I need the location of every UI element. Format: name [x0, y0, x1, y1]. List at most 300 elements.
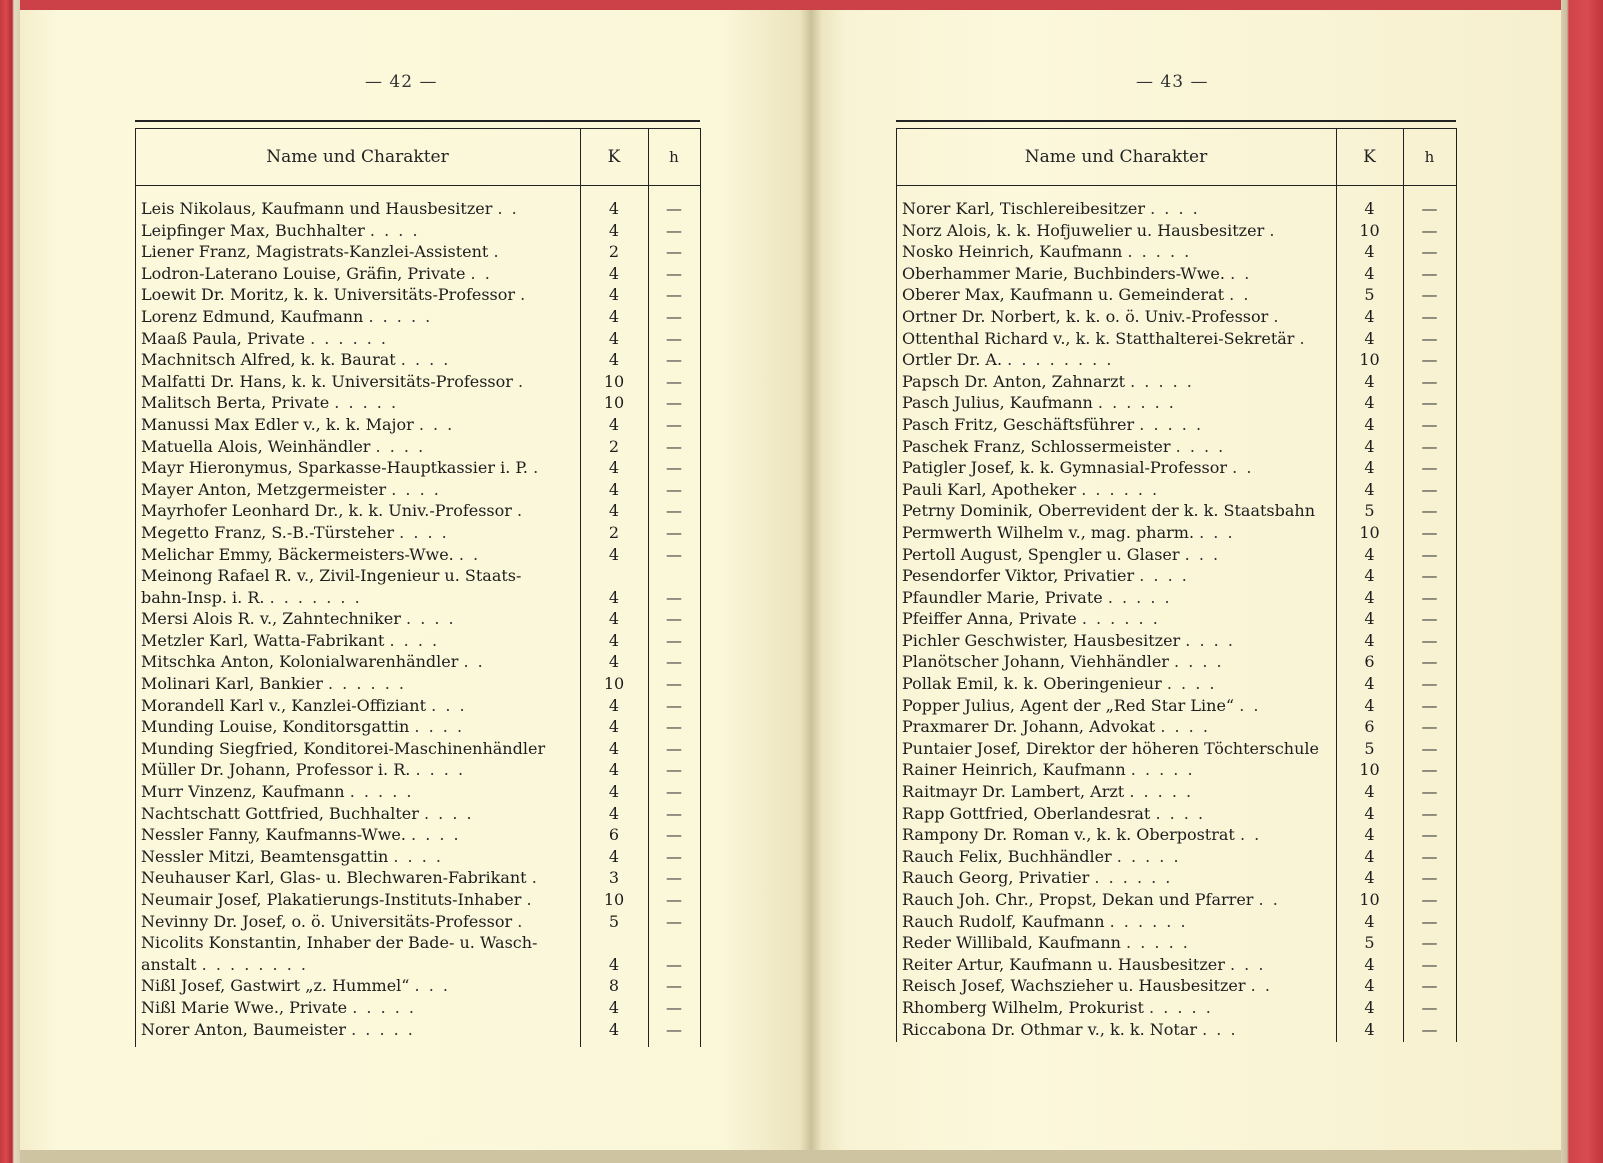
- entry-kronen: 4: [608, 630, 620, 650]
- leader-dots: . .: [1229, 285, 1251, 305]
- leader-dots: . . . .: [1139, 566, 1189, 586]
- table-row: [896, 695, 1456, 717]
- entry-name: [902, 328, 1307, 350]
- table-row: [896, 867, 1456, 889]
- entry-heller: —: [1421, 306, 1438, 326]
- entry-name: [902, 673, 1216, 695]
- entry-kronen: 2: [608, 522, 620, 542]
- entry-name: [902, 392, 1176, 414]
- entry-name-text: Nicolits Konstantin, Inhaber der Bade- u. Wasch-: [141, 933, 538, 953]
- entry-name-text: Rhomberg Wilhelm, Prokurist: [902, 997, 1144, 1017]
- table-row: [896, 651, 1456, 673]
- entry-name-text: Nachtschatt Gottfried, Buchhalter: [141, 803, 419, 823]
- entry-kronen: 4: [1364, 436, 1375, 456]
- table-row: [896, 673, 1456, 695]
- entry-name: [141, 306, 432, 328]
- entry-kronen: 2: [608, 436, 620, 456]
- entry-kronen: 10: [603, 393, 625, 413]
- entry-kronen: 4: [608, 803, 620, 823]
- entry-kronen: 5: [1364, 933, 1375, 953]
- entry-name: [902, 824, 1261, 846]
- entry-name-text: Permwerth Wilhelm v., mag. pharm.: [902, 522, 1195, 542]
- entry-kronen: 4: [1364, 674, 1375, 694]
- table-right-border: [1456, 128, 1457, 1042]
- entry-name: [902, 630, 1235, 652]
- entry-kronen: 4: [1364, 846, 1375, 866]
- entry-heller: —: [1421, 350, 1438, 370]
- entry-name: [902, 565, 1189, 587]
- entry-name-text: Munding Siegfried, Konditorei-Maschinenhändler: [141, 738, 546, 758]
- member-table: [135, 120, 700, 1047]
- entry-name: [902, 608, 1160, 630]
- entry-name-text: Metzler Karl, Watta-Fabrikant: [141, 630, 385, 650]
- table-row: [135, 651, 700, 673]
- entry-name: [902, 587, 1172, 609]
- leader-dots: . . . .: [393, 846, 443, 866]
- table-row: [135, 522, 700, 544]
- entry-name: [141, 544, 480, 566]
- leader-dots: . . . . . .: [1097, 393, 1176, 413]
- table-row: [896, 457, 1456, 479]
- table-row: [135, 738, 700, 760]
- leader-dots: . . .: [414, 976, 450, 996]
- table-row: [135, 1019, 700, 1041]
- entry-name-text: Neuhauser Karl, Glas- u. Blechwaren-Fabrikant: [141, 868, 527, 888]
- entry-name: [141, 911, 524, 933]
- entry-name: [141, 759, 465, 781]
- entry-kronen: 4: [1364, 199, 1375, 218]
- entry-name: [902, 954, 1265, 976]
- entry-heller: —: [1421, 436, 1438, 456]
- entry-name-text: Lorenz Edmund, Kaufmann: [141, 306, 364, 326]
- leader-dots: . . . . . .: [328, 674, 406, 694]
- entry-kronen: 10: [1359, 350, 1380, 370]
- table-row: [896, 824, 1456, 846]
- entry-heller: —: [1421, 609, 1438, 629]
- entry-heller: —: [666, 911, 682, 931]
- table-row: [135, 328, 700, 350]
- entry-name-text: Liener Franz, Magistrats-Kanzlei-Assistent: [141, 242, 489, 262]
- entry-heller: —: [1421, 501, 1438, 521]
- entry-name-text: Papsch Dr. Anton, Zahnarzt: [902, 371, 1125, 391]
- entry-kronen: 4: [1364, 393, 1375, 413]
- right-page: [811, 10, 1561, 1150]
- entry-kronen: 4: [608, 782, 620, 802]
- entry-name: [902, 241, 1191, 263]
- leader-dots: . . . . .: [1149, 997, 1213, 1017]
- table-header: [896, 128, 1456, 186]
- entry-name-text: Munding Louise, Konditorsgattin: [141, 717, 410, 737]
- entry-kronen: 6: [608, 825, 620, 845]
- entry-kronen: 4: [608, 414, 620, 434]
- entry-kronen: 3: [608, 868, 620, 888]
- table-row: [135, 220, 700, 242]
- entry-heller: —: [1421, 976, 1438, 996]
- entry-heller: —: [666, 371, 682, 391]
- leader-dots: . . . . .: [352, 997, 416, 1017]
- entry-heller: —: [1421, 846, 1438, 866]
- leader-dots: . . . .: [375, 436, 426, 456]
- entry-name: [902, 436, 1225, 458]
- entry-heller: —: [666, 630, 682, 650]
- entry-name: [902, 889, 1280, 911]
- table-row: [896, 911, 1456, 933]
- entry-heller: —: [1421, 242, 1438, 262]
- entry-name-text: Lodron-Laterano Louise, Gräfin, Private: [141, 263, 466, 283]
- entry-name: [902, 349, 1113, 371]
- table-row: [135, 889, 700, 911]
- entry-name-text: Megetto Franz, S.-B.-Türsteher: [141, 522, 395, 542]
- table-row: [896, 738, 1456, 760]
- leader-dots: . . .: [431, 695, 467, 715]
- entry-name-text: Mayrhofer Leonhard Dr., k. k. Univ.-Professor: [141, 501, 512, 521]
- book-cover-top-edge: [0, 0, 1603, 10]
- entry-kronen: 4: [1364, 803, 1375, 823]
- entry-heller: —: [1421, 544, 1438, 564]
- entry-name-text: Planötscher Johann, Viehhändler: [902, 652, 1169, 672]
- entry-name: [902, 457, 1253, 479]
- entry-heller: —: [666, 285, 682, 305]
- entry-kronen: 4: [1364, 695, 1375, 715]
- entry-kronen: 4: [1364, 242, 1375, 262]
- leader-dots: . . . . .: [1116, 846, 1181, 866]
- entry-name-text: Ottenthal Richard v., k. k. Statthalterei-Sekretär: [902, 328, 1295, 348]
- entry-kronen: 4: [608, 717, 620, 737]
- entry-heller: —: [1421, 695, 1438, 715]
- entry-heller: —: [1421, 760, 1438, 780]
- entry-heller: —: [666, 350, 682, 370]
- entry-kronen: 4: [1364, 306, 1375, 326]
- table-row: [896, 889, 1456, 911]
- entry-name: [902, 1019, 1238, 1041]
- entry-name: [141, 349, 450, 371]
- leader-dots: . . . .: [1174, 652, 1224, 672]
- entry-kronen: 10: [603, 674, 625, 694]
- entry-name: [141, 220, 420, 242]
- entry-name: [902, 414, 1203, 436]
- entry-kronen: 4: [1364, 976, 1375, 996]
- leader-dots: . .: [1232, 458, 1254, 478]
- entry-name: [141, 824, 461, 846]
- entry-kronen: 6: [1364, 652, 1375, 672]
- entry-kronen: 10: [603, 371, 625, 391]
- entry-name: [141, 457, 540, 479]
- entry-kronen: 4: [608, 199, 620, 218]
- leader-dots: . .: [463, 652, 485, 672]
- entry-name: [141, 608, 456, 630]
- entry-kronen: 4: [608, 997, 620, 1017]
- table-row: [896, 1019, 1456, 1041]
- table-row: [896, 436, 1456, 458]
- table-row: [135, 716, 700, 738]
- entry-name-text: Pfaundler Marie, Private: [902, 587, 1103, 607]
- entry-name: [141, 241, 501, 263]
- table-row: [896, 414, 1456, 436]
- entry-name: [141, 716, 464, 738]
- leader-dots: .: [493, 242, 501, 262]
- table-row: [135, 241, 700, 263]
- entry-heller: —: [666, 263, 682, 283]
- entry-heller: —: [666, 717, 682, 737]
- entry-name: [902, 803, 1205, 825]
- entry-name-text: Mayr Hieronymus, Sparkasse-Hauptkassier i. P.: [141, 458, 528, 478]
- table-row: [135, 608, 700, 630]
- leader-dots: .: [1269, 220, 1277, 240]
- entry-name-text: bahn-Insp. i. R.: [141, 587, 265, 607]
- entry-heller: —: [1421, 566, 1438, 586]
- leader-dots: . . . . . . . .: [1007, 350, 1114, 370]
- entry-kronen: 5: [608, 911, 620, 931]
- entry-kronen: 4: [608, 738, 620, 758]
- entry-heller: —: [666, 458, 682, 478]
- table-row: [135, 911, 700, 933]
- leader-dots: . . . . . .: [1081, 479, 1160, 499]
- entry-name: [902, 781, 1193, 803]
- entry-name: [141, 414, 454, 436]
- entry-heller: —: [1421, 479, 1438, 499]
- table-row: [135, 975, 700, 997]
- table-row: [135, 392, 700, 414]
- table-row: [896, 932, 1456, 954]
- entry-heller: —: [666, 242, 682, 262]
- entry-name-text: Machnitsch Alfred, k. k. Baurat: [141, 350, 396, 370]
- entry-name: [902, 500, 1315, 522]
- table-row: [135, 436, 700, 458]
- entry-name-text: Ortner Dr. Norbert, k. k. o. ö. Univ.-Professor: [902, 306, 1269, 326]
- table-row: [135, 781, 700, 803]
- entry-name-text: Murr Vinzenz, Kaufmann: [141, 782, 345, 802]
- leader-dots: .: [533, 458, 541, 478]
- book-gutter: [800, 10, 822, 1150]
- entry-name-text: Norer Anton, Baumeister: [141, 1019, 346, 1039]
- leader-dots: . . . .: [369, 220, 420, 240]
- entry-kronen: 8: [608, 976, 620, 996]
- table-body: [896, 198, 1456, 1040]
- entry-name-text: Nevinny Dr. Josef, o. ö. Universitäts-Professor: [141, 911, 513, 931]
- entry-heller: —: [1421, 803, 1438, 823]
- entry-kronen: 4: [608, 328, 620, 348]
- leader-dots: . . . .: [1185, 630, 1235, 650]
- entry-kronen: 4: [608, 695, 620, 715]
- entry-kronen: 4: [608, 458, 620, 478]
- table-row: [135, 587, 700, 609]
- entry-heller: —: [666, 997, 682, 1017]
- entry-name-text: Mitschka Anton, Kolonialwarenhändler: [141, 652, 459, 672]
- page-number: — 42 —: [365, 72, 438, 92]
- leader-dots: . .: [1258, 890, 1280, 909]
- entry-name: [141, 630, 439, 652]
- entry-name-text: Pertoll August, Spengler u. Glaser: [902, 544, 1180, 564]
- leader-dots: . . . .: [399, 522, 449, 542]
- leader-dots: . . . .: [389, 630, 440, 650]
- entry-name-text: Norer Karl, Tischlereibesitzer: [902, 199, 1146, 218]
- leader-dots: . .: [1250, 976, 1272, 996]
- table-row: [896, 587, 1456, 609]
- entry-heller: —: [1421, 414, 1438, 434]
- entry-heller: —: [1421, 911, 1438, 931]
- leader-dots: . . . . .: [1129, 782, 1194, 802]
- entry-name-text: Popper Julius, Agent der „Red Star Line“: [902, 695, 1235, 715]
- entry-name: [141, 565, 521, 587]
- entry-heller: —: [666, 522, 682, 542]
- leader-dots: . . .: [1184, 544, 1221, 564]
- entry-name: [902, 306, 1280, 328]
- entry-name: [902, 522, 1235, 544]
- entry-heller: —: [666, 393, 682, 413]
- entry-name-text: Meinong Rafael R. v., Zivil-Ingenieur u. Staats-: [141, 566, 522, 586]
- entry-name-text: Matuella Alois, Weinhändler: [141, 436, 371, 456]
- entry-name-text: Rauch Rudolf, Kaufmann: [902, 911, 1105, 931]
- entry-heller: —: [666, 587, 682, 607]
- table-row: [896, 997, 1456, 1019]
- entry-name-text: Patigler Josef, k. k. Gymnasial-Professor: [902, 458, 1228, 478]
- leader-dots: .: [1299, 328, 1307, 348]
- column-header-k: K: [1363, 147, 1376, 167]
- leader-dots: . . . .: [415, 760, 466, 780]
- table-row: [135, 457, 700, 479]
- entry-kronen: 4: [1364, 782, 1375, 802]
- entry-kronen: 4: [608, 285, 620, 305]
- table-row: [896, 371, 1456, 393]
- entry-name: [141, 651, 485, 673]
- entry-name: [902, 220, 1276, 242]
- entry-name: [141, 328, 388, 350]
- table-row: [896, 846, 1456, 868]
- entry-name: [141, 284, 527, 306]
- entry-name: [902, 997, 1213, 1019]
- entry-name-text: Melichar Emmy, Bäckermeisters-Wwe.: [141, 544, 454, 564]
- table-row: [896, 198, 1456, 220]
- entry-heller: —: [1421, 220, 1438, 240]
- entry-name: [902, 263, 1251, 285]
- entry-heller: —: [666, 782, 682, 802]
- entry-kronen: 4: [1364, 263, 1375, 283]
- entry-name: [902, 716, 1210, 738]
- entry-heller: —: [666, 220, 682, 240]
- leader-dots: . . . .: [1166, 674, 1217, 694]
- entry-name-text: anstalt: [141, 954, 197, 974]
- table-row: [896, 392, 1456, 414]
- entry-heller: —: [666, 436, 682, 456]
- entry-name: [902, 198, 1200, 220]
- table-row: [135, 867, 700, 889]
- table-row: [896, 241, 1456, 263]
- entry-heller: —: [1421, 890, 1438, 909]
- entry-name: [141, 1019, 415, 1041]
- entry-kronen: 4: [1364, 566, 1375, 586]
- leader-dots: . .: [470, 263, 492, 283]
- table-row: [896, 544, 1456, 566]
- entry-heller: —: [666, 760, 682, 780]
- entry-kronen: 4: [608, 760, 620, 780]
- entry-heller: —: [666, 868, 682, 888]
- entry-heller: —: [1421, 954, 1438, 974]
- entry-name-text: Rauch Georg, Privatier: [902, 868, 1090, 888]
- leader-dots: . . . . .: [349, 782, 414, 802]
- entry-name: [902, 975, 1272, 997]
- entry-heller: —: [1421, 825, 1438, 845]
- entry-kronen: 4: [608, 479, 620, 499]
- entry-heller: —: [666, 695, 682, 715]
- entry-name-text: Pfeiffer Anna, Private: [902, 609, 1077, 629]
- entry-name: [141, 522, 449, 544]
- column-header-name: Name und Charakter: [1024, 147, 1208, 167]
- table-body: [135, 198, 700, 1040]
- leader-dots: . . .: [1202, 1019, 1238, 1039]
- entry-name-text: Reisch Josef, Wachszieher u. Hausbesitzer: [902, 976, 1246, 996]
- entry-name-text: Mayer Anton, Metzgermeister: [141, 479, 387, 499]
- leader-dots: . . . .: [1160, 717, 1210, 737]
- entry-name-text: Molinari Karl, Bankier: [141, 674, 323, 694]
- leader-dots: . . . . . .: [310, 328, 389, 348]
- leader-dots: . . . . .: [1107, 587, 1172, 607]
- table-row: [135, 803, 700, 825]
- leader-dots: . .: [1230, 263, 1252, 283]
- entry-name-text: Nosko Heinrich, Kaufmann: [902, 242, 1123, 262]
- entry-kronen: 10: [1359, 760, 1380, 780]
- table-row: [896, 803, 1456, 825]
- page-number: — 43 —: [1136, 72, 1209, 92]
- entry-kronen: 4: [608, 609, 620, 629]
- entry-name: [141, 479, 441, 501]
- entry-name-text: Rainer Heinrich, Kaufmann: [902, 760, 1126, 780]
- entry-heller: —: [1421, 371, 1438, 391]
- leader-dots: . . . . . .: [1081, 609, 1160, 629]
- table-row: [896, 954, 1456, 976]
- entry-name: [902, 738, 1319, 760]
- leader-dots: . . .: [1229, 954, 1266, 974]
- leader-dots: . . . .: [423, 803, 474, 823]
- entry-name-text: Maaß Paula, Private: [141, 328, 305, 348]
- entry-heller: —: [666, 328, 682, 348]
- entry-name-text: Ortler Dr. A.: [902, 350, 1003, 370]
- entry-name: [141, 371, 525, 393]
- entry-name: [141, 846, 443, 868]
- table-row: [135, 932, 700, 954]
- entry-heller: —: [666, 501, 682, 521]
- entry-kronen: 4: [608, 306, 620, 326]
- entry-kronen: 4: [1364, 997, 1375, 1017]
- entry-kronen: 10: [1359, 220, 1380, 240]
- entry-name: [141, 867, 539, 889]
- entry-kronen: 5: [1364, 285, 1375, 305]
- leader-dots: . .: [1239, 695, 1261, 715]
- leader-dots: . . . . .: [334, 393, 399, 413]
- entry-name: [902, 911, 1188, 933]
- table-row: [135, 349, 700, 371]
- entry-name-text: Raitmayr Dr. Lambert, Arzt: [902, 782, 1125, 802]
- leader-dots: . . . . .: [1130, 760, 1195, 780]
- entry-name: [902, 759, 1195, 781]
- book-cover-right-edge: [1561, 0, 1603, 1163]
- table-row: [135, 630, 700, 652]
- table-row: [896, 284, 1456, 306]
- entry-kronen: 4: [1364, 414, 1375, 434]
- leader-dots: . . . .: [1150, 199, 1200, 218]
- table-row: [896, 328, 1456, 350]
- entry-name-text: Malfatti Dr. Hans, k. k. Universitäts-Professor: [141, 371, 513, 391]
- table-row: [135, 500, 700, 522]
- entry-name: [141, 975, 450, 997]
- table-row: [135, 673, 700, 695]
- leader-dots: . . . . .: [368, 306, 433, 326]
- entry-name-text: Neumair Josef, Plakatierungs-Instituts-Inhaber: [141, 890, 522, 909]
- entry-name-text: Petrny Dominik, Oberrevident der k. k. Staatsbahn: [902, 501, 1316, 521]
- entry-kronen: 4: [1364, 458, 1375, 478]
- entry-kronen: 4: [608, 501, 620, 521]
- entry-name: [902, 651, 1224, 673]
- entry-kronen: 4: [1364, 479, 1375, 499]
